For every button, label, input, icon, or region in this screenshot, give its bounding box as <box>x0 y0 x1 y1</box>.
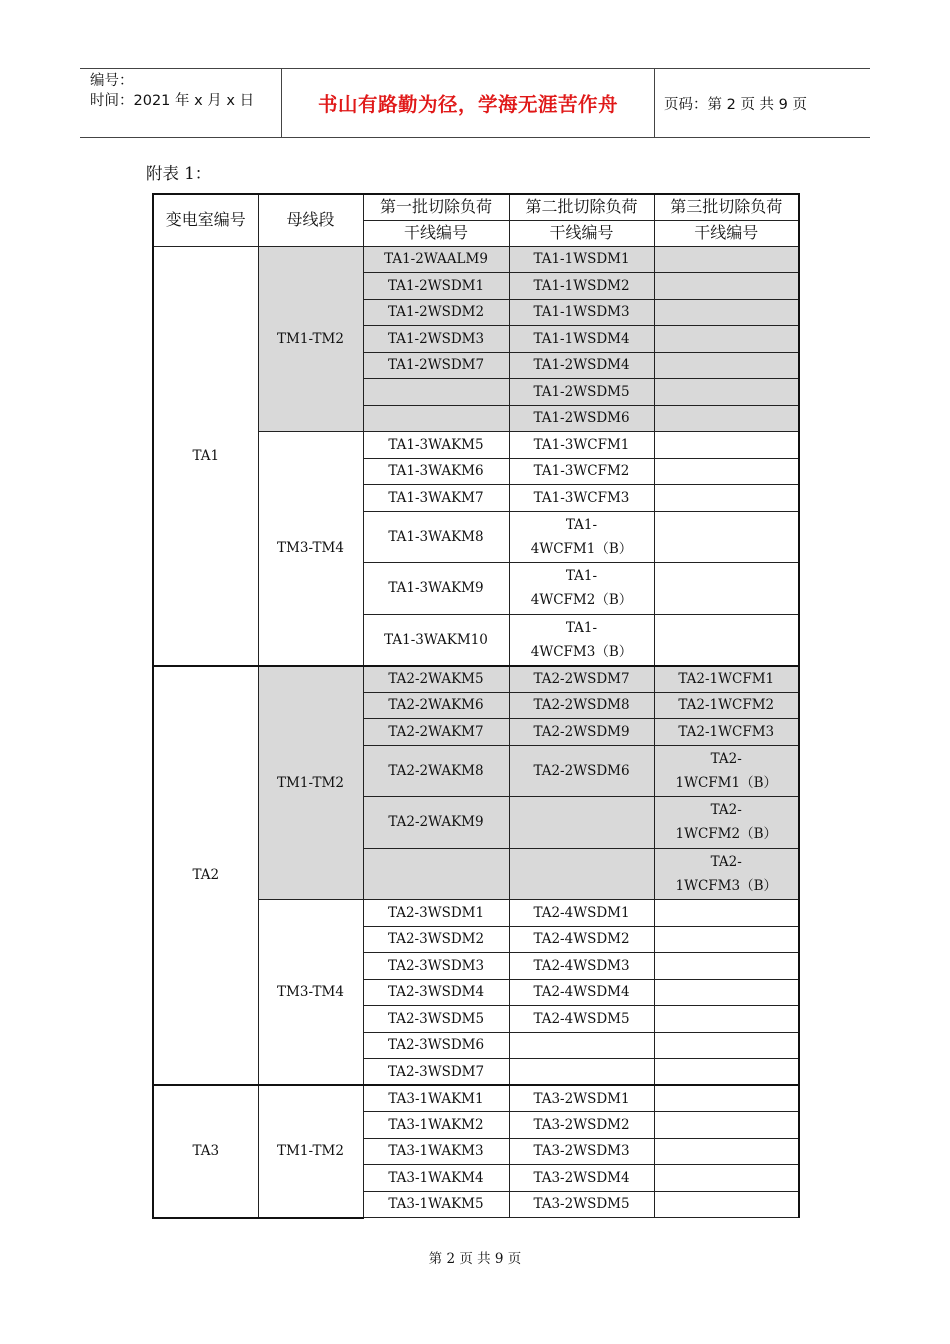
line-cell-batch3: TA2-1WCFM1 <box>654 666 799 693</box>
line-cell-batch3 <box>654 273 799 300</box>
line-cell-batch1: TA2-3WSDM5 <box>363 1006 509 1033</box>
line-cell-batch1: TA2-3WSDM2 <box>363 926 509 953</box>
line-cell-batch3: TA2- 1WCFM1（B） <box>654 745 799 797</box>
station-cell: TA1 <box>153 246 258 666</box>
line-cell-batch1: TA2-3WSDM1 <box>363 900 509 927</box>
header-line-no: 干线编号 <box>363 220 509 246</box>
line-cell-batch1: TA2-3WSDM6 <box>363 1032 509 1059</box>
line-cell-batch1: TA1-2WAALM9 <box>363 246 509 273</box>
header-motto: 书山有路勤为径，学海无涯苦作舟 <box>317 93 618 116</box>
line-cell-batch1: TA1-3WAKM9 <box>363 563 509 615</box>
line-cell-batch3: TA2-1WCFM2 <box>654 692 799 719</box>
line-cell-batch3 <box>654 1006 799 1033</box>
line-cell-batch1: TA1-2WSDM2 <box>363 299 509 326</box>
table-body <box>153 194 799 1218</box>
line-cell-batch3 <box>654 1112 799 1139</box>
line-cell-batch1: TA3-1WAKM4 <box>363 1165 509 1192</box>
header-station: 变电室编号 <box>153 194 258 246</box>
station-cell: TA2 <box>153 666 258 1086</box>
line-cell-batch2: TA1-1WSDM4 <box>509 326 654 353</box>
line-cell-batch2: TA1-2WSDM5 <box>509 379 654 406</box>
line-cell-batch2: TA1-2WSDM4 <box>509 352 654 379</box>
bus-cell: TM3-TM4 <box>258 432 363 666</box>
line-cell-batch1: TA1-3WAKM8 <box>363 511 509 563</box>
line-cell-batch2: TA2-2WSDM6 <box>509 745 654 797</box>
line-cell-batch1 <box>363 379 509 406</box>
header-number-label: 编号： <box>90 73 134 89</box>
line-cell-batch3 <box>654 926 799 953</box>
line-cell-batch3: TA2- 1WCFM2（B） <box>654 797 799 849</box>
header-batch1: 第一批切除负荷 <box>363 194 509 220</box>
header-page-info: 页码：第 2 页 共 9 页 <box>664 96 807 113</box>
line-cell-batch2 <box>509 848 654 900</box>
line-cell-batch2: TA1-3WCFM1 <box>509 432 654 459</box>
line-cell-batch2: TA1-3WCFM2 <box>509 458 654 485</box>
line-cell-batch2: TA2-4WSDM4 <box>509 979 654 1006</box>
line-cell-batch3 <box>654 563 799 615</box>
line-cell-batch3 <box>654 900 799 927</box>
line-cell-batch3 <box>654 1191 799 1218</box>
page-header <box>80 68 870 138</box>
line-cell-batch3 <box>654 352 799 379</box>
header-date-label: 时间：2021 年 x 月 x 日 <box>90 93 255 109</box>
line-cell-batch3: TA2-1WCFM3 <box>654 719 799 746</box>
bus-cell: TM3-TM4 <box>258 900 363 1086</box>
station-cell: TA3 <box>153 1085 258 1218</box>
line-cell-batch1: TA2-2WAKM5 <box>363 666 509 693</box>
line-cell-batch2: TA2-4WSDM3 <box>509 953 654 980</box>
line-cell-batch1: TA1-3WAKM7 <box>363 485 509 512</box>
line-cell-batch1: TA3-1WAKM2 <box>363 1112 509 1139</box>
line-cell-batch3 <box>654 1032 799 1059</box>
line-cell-batch2 <box>509 797 654 849</box>
line-cell-batch2: TA3-2WSDM2 <box>509 1112 654 1139</box>
line-cell-batch2: TA1- 4WCFM3（B） <box>509 614 654 666</box>
line-cell-batch3 <box>654 299 799 326</box>
line-cell-batch2: TA3-2WSDM3 <box>509 1138 654 1165</box>
table-row <box>153 246 799 273</box>
line-cell-batch2 <box>509 1032 654 1059</box>
load-shedding-table <box>152 193 800 1219</box>
line-cell-batch1: TA1-3WAKM10 <box>363 614 509 666</box>
header-divider <box>654 69 655 137</box>
line-cell-batch1: TA2-2WAKM6 <box>363 692 509 719</box>
line-cell-batch2: TA2-2WSDM7 <box>509 666 654 693</box>
line-cell-batch3 <box>654 246 799 273</box>
line-cell-batch2: TA1- 4WCFM1（B） <box>509 511 654 563</box>
line-cell-batch2: TA1-1WSDM2 <box>509 273 654 300</box>
line-cell-batch3 <box>654 432 799 459</box>
line-cell-batch1: TA2-2WAKM8 <box>363 745 509 797</box>
line-cell-batch2 <box>509 1059 654 1086</box>
header-bus: 母线段 <box>258 194 363 246</box>
bus-cell: TM1-TM2 <box>258 246 363 432</box>
line-cell-batch3 <box>654 1059 799 1086</box>
line-cell-batch1: TA1-3WAKM6 <box>363 458 509 485</box>
line-cell-batch3 <box>654 405 799 432</box>
line-cell-batch1: TA1-2WSDM3 <box>363 326 509 353</box>
table-row <box>153 1085 799 1112</box>
line-cell-batch1: TA1-3WAKM5 <box>363 432 509 459</box>
line-cell-batch2: TA3-2WSDM1 <box>509 1085 654 1112</box>
line-cell-batch3 <box>654 458 799 485</box>
table-caption: 附表 1： <box>146 164 212 183</box>
line-cell-batch2: TA1-1WSDM3 <box>509 299 654 326</box>
line-cell-batch2: TA2-2WSDM8 <box>509 692 654 719</box>
line-cell-batch1: TA1-2WSDM1 <box>363 273 509 300</box>
line-cell-batch2: TA1-2WSDM6 <box>509 405 654 432</box>
line-cell-batch2: TA2-4WSDM1 <box>509 900 654 927</box>
line-cell-batch1 <box>363 848 509 900</box>
line-cell-batch3 <box>654 1138 799 1165</box>
line-cell-batch2: TA2-4WSDM5 <box>509 1006 654 1033</box>
line-cell-batch1: TA2-3WSDM7 <box>363 1059 509 1086</box>
line-cell-batch1: TA2-2WAKM9 <box>363 797 509 849</box>
line-cell-batch3: TA2- 1WCFM3（B） <box>654 848 799 900</box>
line-cell-batch1: TA2-2WAKM7 <box>363 719 509 746</box>
line-cell-batch2: TA1-3WCFM3 <box>509 485 654 512</box>
line-cell-batch2: TA1- 4WCFM2（B） <box>509 563 654 615</box>
line-cell-batch3 <box>654 1165 799 1192</box>
bus-cell: TM1-TM2 <box>258 666 363 900</box>
line-cell-batch2: TA3-2WSDM5 <box>509 1191 654 1218</box>
line-cell-batch3 <box>654 511 799 563</box>
header-batch3: 第三批切除负荷 <box>654 194 799 220</box>
line-cell-batch3 <box>654 953 799 980</box>
line-cell-batch3 <box>654 1085 799 1112</box>
line-cell-batch1: TA2-3WSDM4 <box>363 979 509 1006</box>
line-cell-batch1: TA3-1WAKM1 <box>363 1085 509 1112</box>
header-batch2: 第二批切除负荷 <box>509 194 654 220</box>
line-cell-batch2: TA1-1WSDM1 <box>509 246 654 273</box>
header-row <box>153 194 799 220</box>
page-footer: 第 2 页 共 9 页 <box>428 1251 522 1267</box>
line-cell-batch1: TA2-3WSDM3 <box>363 953 509 980</box>
line-cell-batch1: TA3-1WAKM5 <box>363 1191 509 1218</box>
line-cell-batch3 <box>654 485 799 512</box>
line-cell-batch1: TA1-2WSDM7 <box>363 352 509 379</box>
line-cell-batch3 <box>654 379 799 406</box>
table-row <box>153 666 799 693</box>
line-cell-batch3 <box>654 326 799 353</box>
header-line-no: 干线编号 <box>654 220 799 246</box>
header-meta <box>90 71 280 111</box>
line-cell-batch3 <box>654 614 799 666</box>
line-cell-batch1 <box>363 405 509 432</box>
header-line-no: 干线编号 <box>509 220 654 246</box>
line-cell-batch1: TA3-1WAKM3 <box>363 1138 509 1165</box>
bus-cell: TM1-TM2 <box>258 1085 363 1218</box>
line-cell-batch2: TA3-2WSDM4 <box>509 1165 654 1192</box>
line-cell-batch2: TA2-4WSDM2 <box>509 926 654 953</box>
line-cell-batch2: TA2-2WSDM9 <box>509 719 654 746</box>
line-cell-batch3 <box>654 979 799 1006</box>
